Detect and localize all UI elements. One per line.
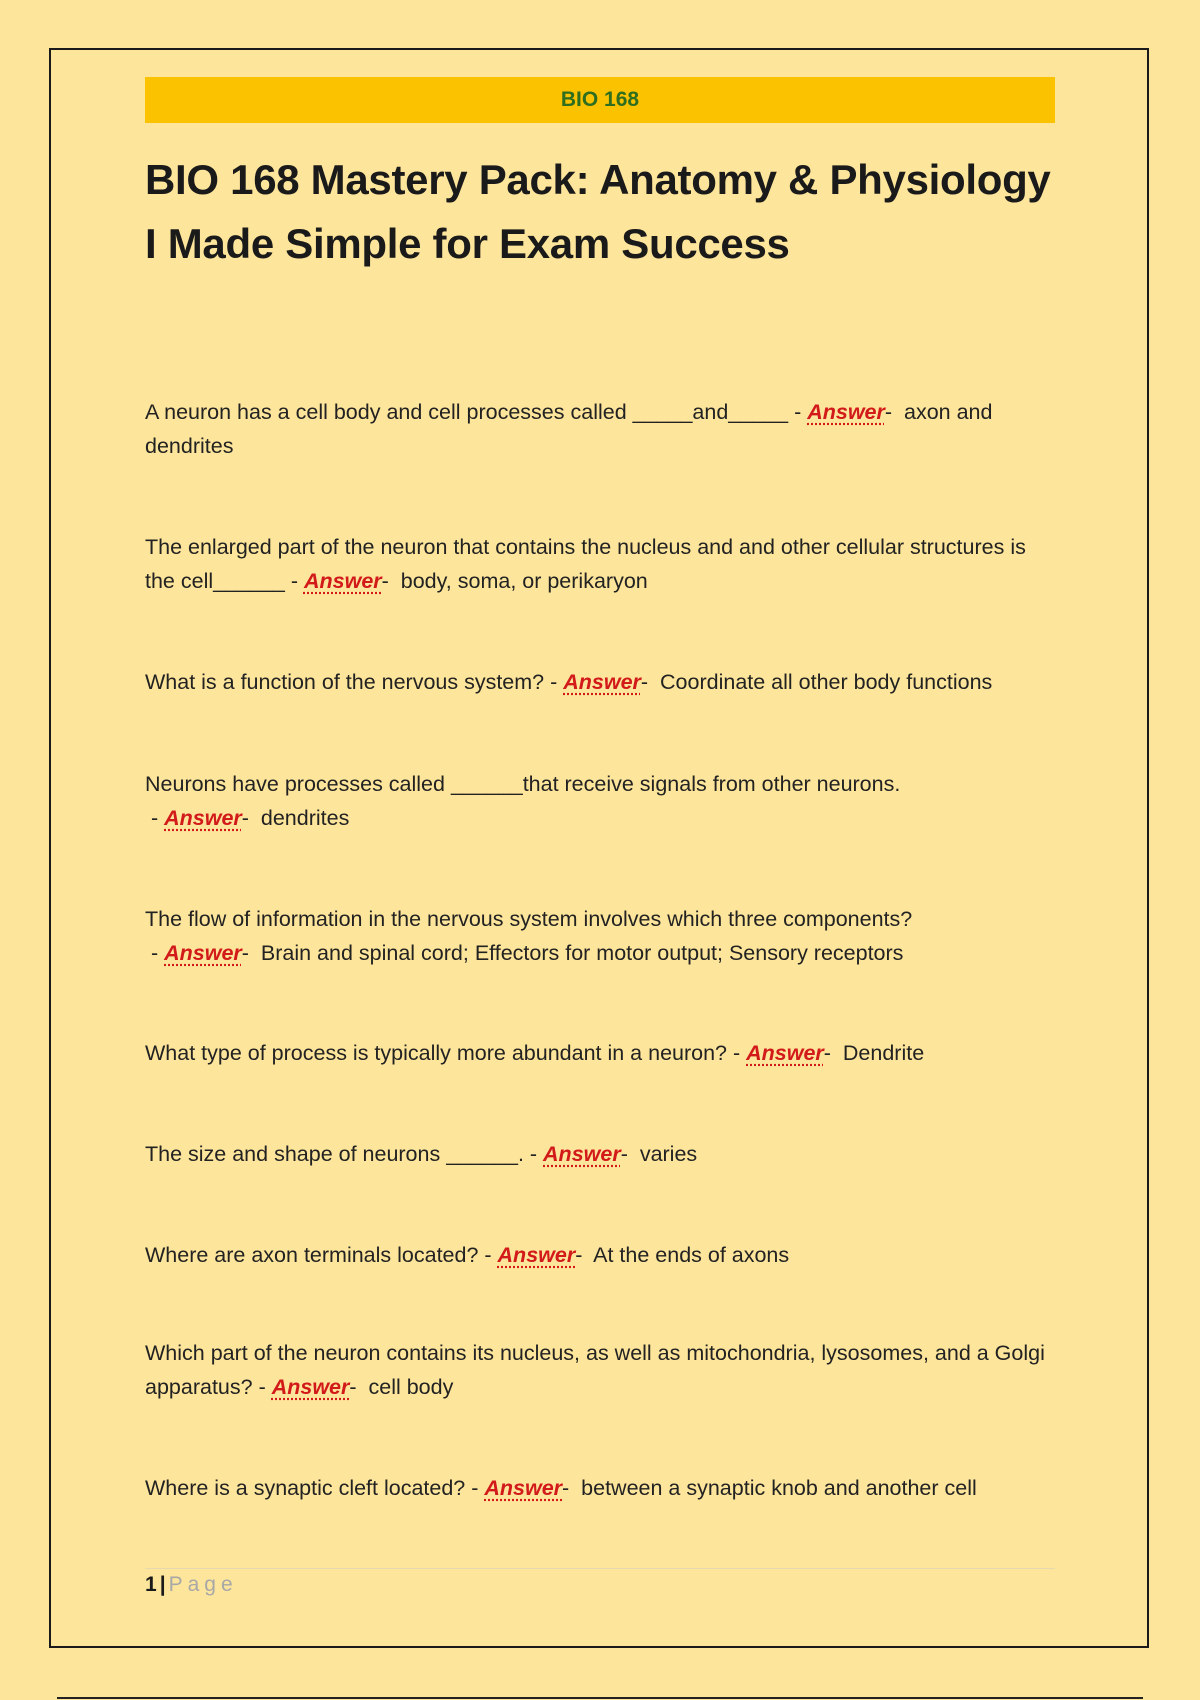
qa-item: Where are axon terminals located? - Answer- At the ends of axons xyxy=(145,1243,790,1267)
answer-text: dendrites xyxy=(260,806,350,830)
page-number: 1 xyxy=(145,1573,157,1596)
qa-item: A neuron has a cell body and cell processes called _____and_____ - Answer- axon and dendrites xyxy=(145,400,993,458)
answer-label: Answer xyxy=(484,1476,563,1500)
qa-item: The flow of information in the nervous system involves which three components? - Answer- Brain and spinal cord; Effectors for motor output; Sensory receptors xyxy=(145,907,913,965)
answer-label: Answer xyxy=(271,1375,350,1399)
course-code: BIO 168 xyxy=(560,88,640,111)
answer-text: between a synaptic knob and another cell xyxy=(581,1476,977,1500)
question-text: The flow of information in the nervous system involves which three components? xyxy=(145,907,913,931)
qa-item: What is a function of the nervous system? - Answer- Coordinate all other body functions xyxy=(145,670,993,694)
question-text: Which part of the neuron contains its nucleus, as well as mitochondria, lysosomes, and a Golgi apparatus? xyxy=(145,1341,1045,1399)
question-text: The enlarged part of the neuron that contains the nucleus and and other cellular structures is the cell______ xyxy=(145,535,1026,593)
course-header-band xyxy=(145,77,1055,123)
answer-text: axon and dendrites xyxy=(145,400,993,458)
question-text: A neuron has a cell body and cell processes called _____and_____ xyxy=(145,400,789,424)
answer-label: Answer xyxy=(164,941,242,965)
question-text: Where is a synaptic cleft located? xyxy=(145,1476,466,1500)
page-label: Page xyxy=(168,1573,238,1596)
bottom-divider xyxy=(57,1697,1143,1699)
page-separator: | xyxy=(159,1573,166,1596)
answer-label: Answer xyxy=(807,400,885,424)
answer-text: Dendrite xyxy=(842,1041,925,1065)
document-title: BIO 168 Mastery Pack: Anatomy & Physiology I Made Simple for Exam Success xyxy=(145,156,1051,267)
answer-label: Answer xyxy=(303,569,382,593)
page-footer xyxy=(145,1570,238,1600)
answer-label: Answer xyxy=(746,1041,824,1065)
answer-label: Answer xyxy=(164,806,242,830)
answer-text: Coordinate all other body functions xyxy=(660,670,993,694)
page-frame xyxy=(49,48,1149,1648)
footer-divider xyxy=(145,1568,1055,1569)
question-text: Where are axon terminals located? xyxy=(145,1243,479,1267)
question-text: What is a function of the nervous system? xyxy=(145,670,545,694)
answer-text: cell body xyxy=(368,1375,454,1399)
question-text: What type of process is typically more abundant in a neuron? xyxy=(145,1041,728,1065)
answer-label: Answer xyxy=(563,670,641,694)
qa-item: The enlarged part of the neuron that contains the nucleus and and other cellular structures is the cell______ - Answer- body, soma, or perikaryon xyxy=(145,535,1026,593)
qa-item: The size and shape of neurons ______. - Answer- varies xyxy=(145,1142,698,1166)
question-text: Neurons have processes called ______that receive signals from other neurons. xyxy=(145,772,901,796)
answer-text: Brain and spinal cord; Effectors for motor output; Sensory receptors xyxy=(260,941,904,965)
qa-item: Which part of the neuron contains its nucleus, as well as mitochondria, lysosomes, and a Golgi apparatus? - Answer- cell body xyxy=(145,1341,1045,1399)
answer-text: body, soma, or perikaryon xyxy=(400,569,648,593)
qa-item: Where is a synaptic cleft located? - Answer- between a synaptic knob and another cell xyxy=(145,1476,977,1500)
answer-label: Answer xyxy=(543,1142,621,1166)
answer-label: Answer xyxy=(497,1243,576,1267)
answer-text: varies xyxy=(639,1142,698,1166)
question-text: The size and shape of neurons ______. xyxy=(145,1142,524,1166)
qa-item: Neurons have processes called ______that receive signals from other neurons. - Answer- dendrites xyxy=(145,772,901,830)
answer-text: At the ends of axons xyxy=(593,1243,790,1267)
qa-item: What type of process is typically more abundant in a neuron? - Answer- Dendrite xyxy=(145,1041,925,1065)
